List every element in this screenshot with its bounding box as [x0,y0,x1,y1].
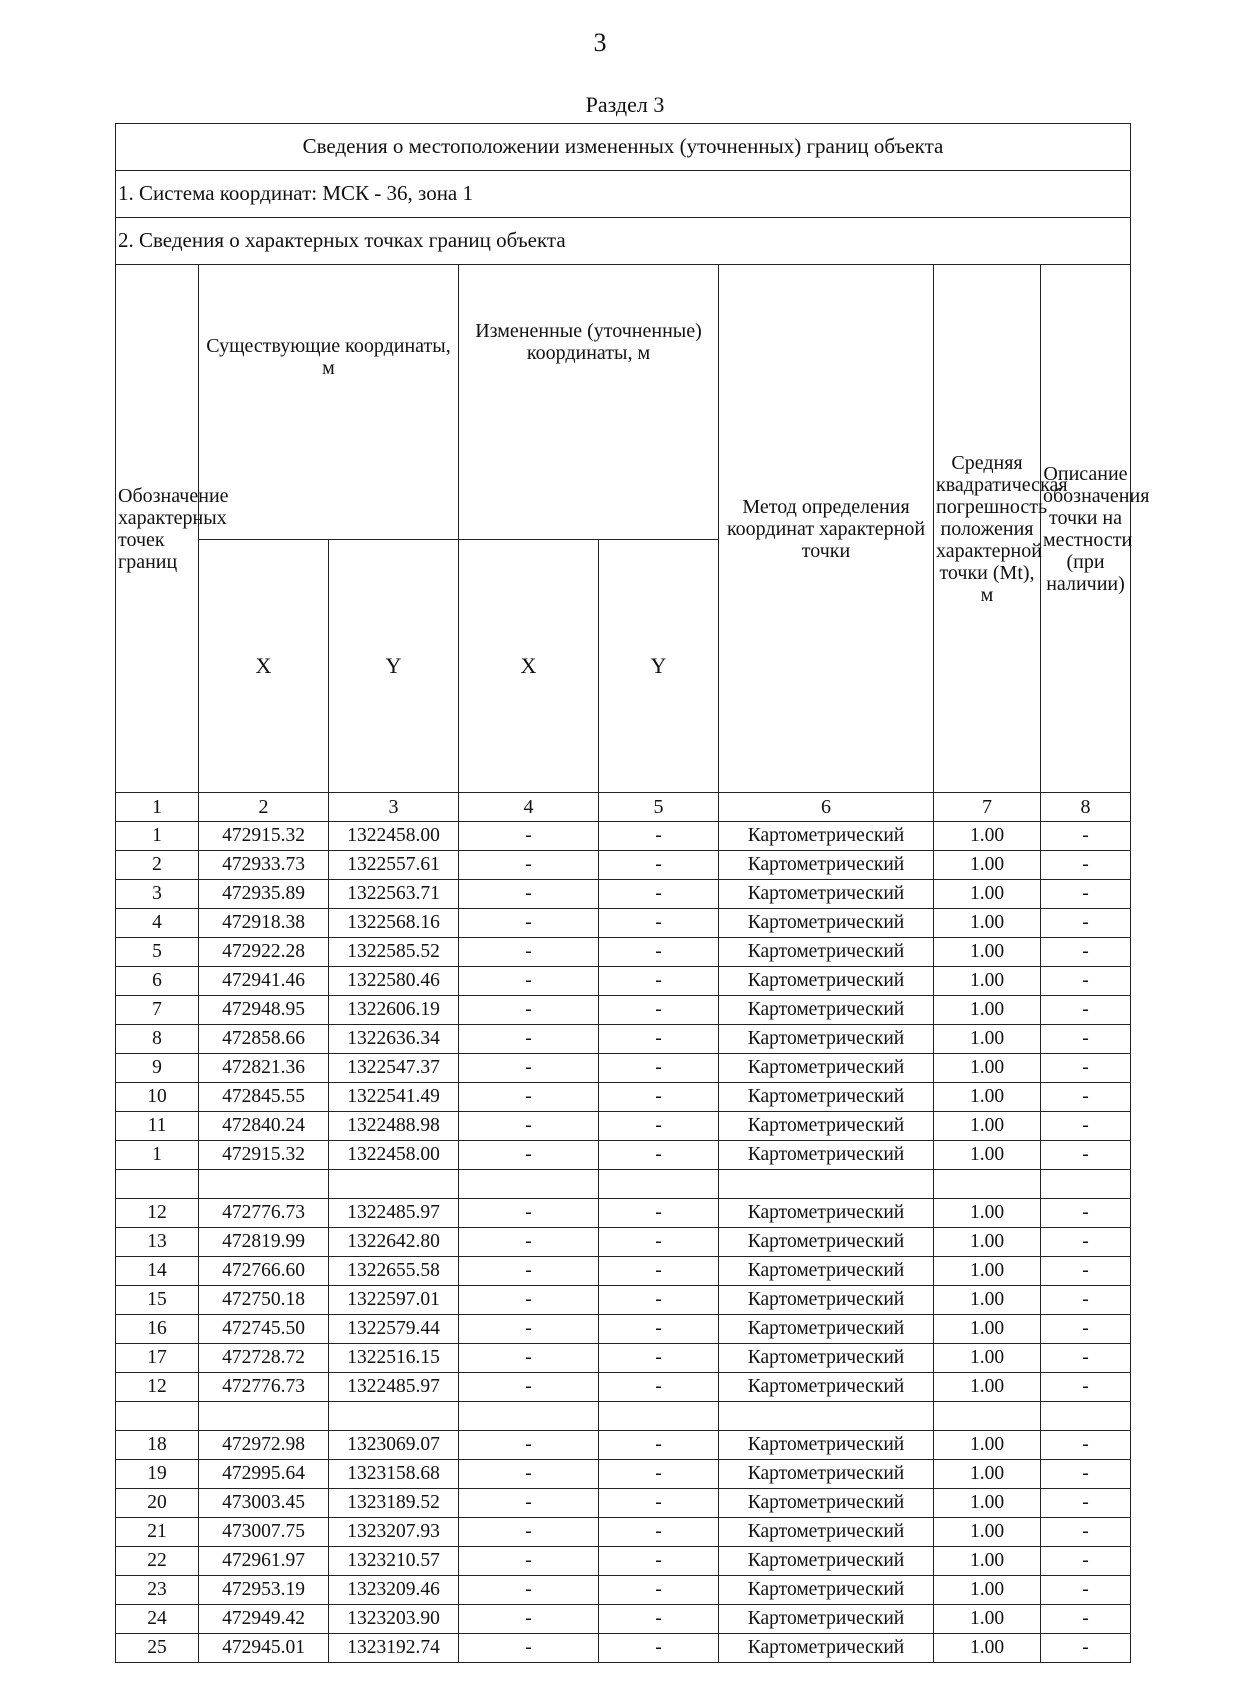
point-number-cell: 4 [116,909,199,938]
empty-cell [719,1170,934,1199]
section-title: Раздел 3 [585,92,665,117]
method-cell: Картометрический [719,1547,934,1576]
existing-y-cell: 1322579.44 [329,1315,459,1344]
description-cell: - [1041,1054,1131,1083]
changed-y-cell: - [599,1547,719,1576]
rms-error-cell: 1.00 [934,1344,1041,1373]
existing-x-cell: 472766.60 [199,1257,329,1286]
point-number-cell: 19 [116,1460,199,1489]
existing-y-cell: 1322606.19 [329,996,459,1025]
point-number-cell: 3 [116,880,199,909]
existing-y-cell: 1322458.00 [329,1141,459,1170]
existing-x-cell: 472945.01 [199,1634,329,1663]
method-cell: Картометрический [719,1025,934,1054]
existing-x-cell: 472918.38 [199,909,329,938]
table-row [116,1634,1131,1663]
empty-cell [116,1170,199,1199]
existing-x-cell: 472915.32 [199,1141,329,1170]
description-cell: - [1041,1547,1131,1576]
group-separator-row [116,1402,1131,1431]
changed-x-cell: - [459,880,599,909]
rms-error-cell: 1.00 [934,967,1041,996]
empty-cell [199,1170,329,1199]
rms-error-cell: 1.00 [934,996,1041,1025]
changed-y-cell: - [599,1344,719,1373]
header-changed-y: Y [599,540,719,793]
changed-y-cell: - [599,851,719,880]
method-cell: Картометрический [719,1634,934,1663]
existing-y-cell: 1322563.71 [329,880,459,909]
description-cell: - [1041,909,1131,938]
method-cell: Картометрический [719,1228,934,1257]
column-number: 1 [116,793,199,822]
point-number-cell: 5 [116,938,199,967]
table-row [116,1315,1131,1344]
rms-error-cell: 1.00 [934,1199,1041,1228]
existing-y-cell: 1323203.90 [329,1605,459,1634]
existing-x-cell: 472922.28 [199,938,329,967]
changed-x-cell: - [459,822,599,851]
existing-x-cell: 473003.45 [199,1489,329,1518]
point-number-cell: 20 [116,1489,199,1518]
point-number-cell: 11 [116,1112,199,1141]
rms-error-cell: 1.00 [934,1431,1041,1460]
existing-y-cell: 1323209.46 [329,1576,459,1605]
method-cell: Картометрический [719,1199,934,1228]
existing-x-cell: 472776.73 [199,1373,329,1402]
existing-y-cell: 1322568.16 [329,909,459,938]
method-cell: Картометрический [719,1431,934,1460]
table-row [116,1605,1131,1634]
description-cell: - [1041,1141,1131,1170]
method-cell: Картометрический [719,822,934,851]
empty-cell [719,1402,934,1431]
changed-y-cell: - [599,1054,719,1083]
description-cell: - [1041,1286,1131,1315]
existing-x-cell: 472995.64 [199,1460,329,1489]
column-numbers-row [116,793,1131,822]
changed-y-cell: - [599,967,719,996]
rms-error-cell: 1.00 [934,822,1041,851]
changed-x-cell: - [459,1257,599,1286]
existing-y-cell: 1323158.68 [329,1460,459,1489]
description-cell: - [1041,1576,1131,1605]
existing-y-cell: 1322541.49 [329,1083,459,1112]
point-number-cell: 1 [116,822,199,851]
changed-x-cell: - [459,851,599,880]
changed-x-cell: - [459,1576,599,1605]
point-number-cell: 24 [116,1605,199,1634]
rms-error-cell: 1.00 [934,1257,1041,1286]
existing-y-cell: 1322485.97 [329,1199,459,1228]
existing-x-cell: 472819.99 [199,1228,329,1257]
rms-error-cell: 1.00 [934,1286,1041,1315]
changed-x-cell: - [459,1141,599,1170]
point-number-cell: 8 [116,1025,199,1054]
changed-y-cell: - [599,1228,719,1257]
table-row [116,1025,1131,1054]
existing-y-cell: 1323192.74 [329,1634,459,1663]
rms-error-cell: 1.00 [934,851,1041,880]
table-row [116,996,1131,1025]
changed-y-cell: - [599,1605,719,1634]
page-number: 3 [593,28,607,57]
changed-x-cell: - [459,1112,599,1141]
empty-cell [934,1402,1041,1431]
coordinate-system: 1. Система координат: МСК - 36, зона 1 [116,171,1131,218]
description-cell: - [1041,1518,1131,1547]
table-row [116,1083,1131,1112]
method-cell: Картометрический [719,1518,934,1547]
changed-y-cell: - [599,1083,719,1112]
empty-cell [599,1402,719,1431]
header-method: Метод определения координат характерной точки [719,265,934,793]
header-existing-y: Y [329,540,459,793]
table-row [116,1431,1131,1460]
point-number-cell: 18 [116,1431,199,1460]
point-number-cell: 12 [116,1199,199,1228]
point-number-cell: 25 [116,1634,199,1663]
existing-y-cell: 1323210.57 [329,1547,459,1576]
description-cell: - [1041,1199,1131,1228]
table-row [116,822,1131,851]
method-cell: Картометрический [719,996,934,1025]
description-cell: - [1041,851,1131,880]
changed-x-cell: - [459,1373,599,1402]
changed-y-cell: - [599,996,719,1025]
existing-x-cell: 472948.95 [199,996,329,1025]
rms-error-cell: 1.00 [934,1576,1041,1605]
table-row [116,1576,1131,1605]
changed-x-cell: - [459,1547,599,1576]
rms-error-cell: 1.00 [934,909,1041,938]
empty-cell [329,1402,459,1431]
existing-x-cell: 472845.55 [199,1083,329,1112]
description-cell: - [1041,938,1131,967]
changed-y-cell: - [599,1460,719,1489]
method-cell: Картометрический [719,1605,934,1634]
table-row [116,1228,1131,1257]
header-existing-coords: Существующие координаты, м [199,265,459,540]
method-cell: Картометрический [719,938,934,967]
changed-x-cell: - [459,938,599,967]
existing-x-cell: 472933.73 [199,851,329,880]
description-cell: - [1041,1460,1131,1489]
existing-y-cell: 1322547.37 [329,1054,459,1083]
boundary-points-table [115,123,1150,1663]
method-cell: Картометрический [719,1315,934,1344]
rms-error-cell: 1.00 [934,1634,1041,1663]
empty-cell [934,1170,1041,1199]
point-number-cell: 12 [116,1373,199,1402]
method-cell: Картометрический [719,1257,934,1286]
column-number: 8 [1041,793,1131,822]
table-row [116,967,1131,996]
rms-error-cell: 1.00 [934,1547,1041,1576]
rms-error-cell: 1.00 [934,1141,1041,1170]
rms-error-cell: 1.00 [934,880,1041,909]
existing-x-cell: 472821.36 [199,1054,329,1083]
rms-error-cell: 1.00 [934,1605,1041,1634]
changed-y-cell: - [599,1141,719,1170]
column-number: 6 [719,793,934,822]
point-number-cell: 7 [116,996,199,1025]
table-row [116,1286,1131,1315]
header-point-designation: Обозначение характерных точек границ [116,265,199,793]
table-row [116,1373,1131,1402]
description-cell: - [1041,1112,1131,1141]
point-number-cell: 23 [116,1576,199,1605]
empty-cell [1041,1402,1131,1431]
column-number: 4 [459,793,599,822]
point-number-cell: 6 [116,967,199,996]
point-number-cell: 1 [116,1141,199,1170]
header-changed-coords: Измененные (уточненные) координаты, м [459,265,719,540]
table-row [116,909,1131,938]
point-number-cell: 22 [116,1547,199,1576]
empty-cell [199,1402,329,1431]
changed-x-cell: - [459,1344,599,1373]
method-cell: Картометрический [719,1460,934,1489]
empty-cell [459,1402,599,1431]
changed-x-cell: - [459,909,599,938]
existing-x-cell: 472949.42 [199,1605,329,1634]
header-rms-error: Средняя квадратическая погрешность положения характерной точки (Mt), м [934,265,1041,793]
changed-x-cell: - [459,1634,599,1663]
rms-error-cell: 1.00 [934,1112,1041,1141]
table-row [116,938,1131,967]
table-row [116,1547,1131,1576]
description-cell: - [1041,1083,1131,1112]
changed-y-cell: - [599,1489,719,1518]
point-number-cell: 10 [116,1083,199,1112]
changed-y-cell: - [599,1286,719,1315]
method-cell: Картометрический [719,1286,934,1315]
description-cell: - [1041,967,1131,996]
changed-y-cell: - [599,1025,719,1054]
existing-x-cell: 472953.19 [199,1576,329,1605]
description-cell: - [1041,1373,1131,1402]
existing-y-cell: 1322636.34 [329,1025,459,1054]
changed-y-cell: - [599,1112,719,1141]
existing-y-cell: 1322642.80 [329,1228,459,1257]
point-number-cell: 21 [116,1518,199,1547]
changed-x-cell: - [459,1286,599,1315]
rms-error-cell: 1.00 [934,1025,1041,1054]
changed-y-cell: - [599,1315,719,1344]
point-number-cell: 9 [116,1054,199,1083]
existing-y-cell: 1322597.01 [329,1286,459,1315]
table-row [116,1344,1131,1373]
description-cell: - [1041,1344,1131,1373]
method-cell: Картометрический [719,1576,934,1605]
description-cell: - [1041,822,1131,851]
existing-y-cell: 1322488.98 [329,1112,459,1141]
header-changed-x: X [459,540,599,793]
changed-x-cell: - [459,1605,599,1634]
column-number: 7 [934,793,1041,822]
point-number-cell: 14 [116,1257,199,1286]
changed-x-cell: - [459,1199,599,1228]
point-number-cell: 17 [116,1344,199,1373]
existing-x-cell: 472750.18 [199,1286,329,1315]
table-row [116,1054,1131,1083]
existing-x-cell: 473007.75 [199,1518,329,1547]
description-cell: - [1041,1228,1131,1257]
table-row [116,1489,1131,1518]
method-cell: Картометрический [719,967,934,996]
empty-cell [329,1170,459,1199]
header-existing-x: X [199,540,329,793]
existing-y-cell: 1322580.46 [329,967,459,996]
changed-x-cell: - [459,1025,599,1054]
description-cell: - [1041,1025,1131,1054]
changed-x-cell: - [459,1054,599,1083]
point-number-cell: 15 [116,1286,199,1315]
changed-y-cell: - [599,1634,719,1663]
changed-x-cell: - [459,996,599,1025]
existing-y-cell: 1322458.00 [329,822,459,851]
rms-error-cell: 1.00 [934,1228,1041,1257]
method-cell: Картометрический [719,1112,934,1141]
table-row [116,851,1131,880]
changed-y-cell: - [599,822,719,851]
column-number: 3 [329,793,459,822]
empty-cell [116,1402,199,1431]
table-row [116,1199,1131,1228]
existing-y-cell: 1323207.93 [329,1518,459,1547]
empty-cell [459,1170,599,1199]
changed-y-cell: - [599,1257,719,1286]
changed-y-cell: - [599,1431,719,1460]
table-title: Сведения о местоположении измененных (уточненных) границ объекта [116,124,1131,171]
changed-y-cell: - [599,909,719,938]
column-number: 5 [599,793,719,822]
method-cell: Картометрический [719,1373,934,1402]
method-cell: Картометрический [719,1054,934,1083]
method-cell: Картометрический [719,1489,934,1518]
changed-x-cell: - [459,1228,599,1257]
description-cell: - [1041,1431,1131,1460]
table-row [116,880,1131,909]
method-cell: Картометрический [719,1344,934,1373]
existing-y-cell: 1322557.61 [329,851,459,880]
method-cell: Картометрический [719,1083,934,1112]
description-cell: - [1041,1634,1131,1663]
existing-x-cell: 472941.46 [199,967,329,996]
rms-error-cell: 1.00 [934,1054,1041,1083]
existing-y-cell: 1323069.07 [329,1431,459,1460]
rms-error-cell: 1.00 [934,1315,1041,1344]
existing-y-cell: 1322485.97 [329,1373,459,1402]
existing-y-cell: 1322516.15 [329,1344,459,1373]
rms-error-cell: 1.00 [934,938,1041,967]
empty-cell [1041,1170,1131,1199]
description-cell: - [1041,1315,1131,1344]
description-cell: - [1041,996,1131,1025]
existing-x-cell: 472745.50 [199,1315,329,1344]
changed-x-cell: - [459,1518,599,1547]
rms-error-cell: 1.00 [934,1489,1041,1518]
changed-y-cell: - [599,1199,719,1228]
description-cell: - [1041,1257,1131,1286]
changed-x-cell: - [459,1083,599,1112]
changed-y-cell: - [599,1576,719,1605]
point-number-cell: 2 [116,851,199,880]
column-number: 2 [199,793,329,822]
rms-error-cell: 1.00 [934,1460,1041,1489]
existing-x-cell: 472776.73 [199,1199,329,1228]
header-description: Описание обозначения точки на местности (при наличии) [1041,265,1131,793]
method-cell: Картометрический [719,909,934,938]
table-row [116,1518,1131,1547]
point-number-cell: 16 [116,1315,199,1344]
changed-x-cell: - [459,1315,599,1344]
description-cell: - [1041,1605,1131,1634]
table-row [116,1112,1131,1141]
changed-x-cell: - [459,1460,599,1489]
existing-y-cell: 1322655.58 [329,1257,459,1286]
table-row [116,1460,1131,1489]
changed-x-cell: - [459,967,599,996]
method-cell: Картометрический [719,880,934,909]
description-cell: - [1041,1489,1131,1518]
existing-x-cell: 472840.24 [199,1112,329,1141]
changed-y-cell: - [599,880,719,909]
existing-x-cell: 472935.89 [199,880,329,909]
group-separator-row [116,1170,1131,1199]
existing-y-cell: 1322585.52 [329,938,459,967]
existing-x-cell: 472728.72 [199,1344,329,1373]
changed-x-cell: - [459,1431,599,1460]
point-number-cell: 13 [116,1228,199,1257]
method-cell: Картометрический [719,1141,934,1170]
table-row [116,1141,1131,1170]
method-cell: Картометрический [719,851,934,880]
existing-y-cell: 1323189.52 [329,1489,459,1518]
table-row [116,1257,1131,1286]
rms-error-cell: 1.00 [934,1373,1041,1402]
changed-x-cell: - [459,1489,599,1518]
existing-x-cell: 472961.97 [199,1547,329,1576]
rms-error-cell: 1.00 [934,1518,1041,1547]
changed-y-cell: - [599,1518,719,1547]
existing-x-cell: 472858.66 [199,1025,329,1054]
changed-y-cell: - [599,938,719,967]
rms-error-cell: 1.00 [934,1083,1041,1112]
existing-x-cell: 472915.32 [199,822,329,851]
changed-y-cell: - [599,1373,719,1402]
description-cell: - [1041,880,1131,909]
existing-x-cell: 472972.98 [199,1431,329,1460]
points-heading: 2. Сведения о характерных точках границ объекта [116,218,1131,265]
empty-cell [599,1170,719,1199]
